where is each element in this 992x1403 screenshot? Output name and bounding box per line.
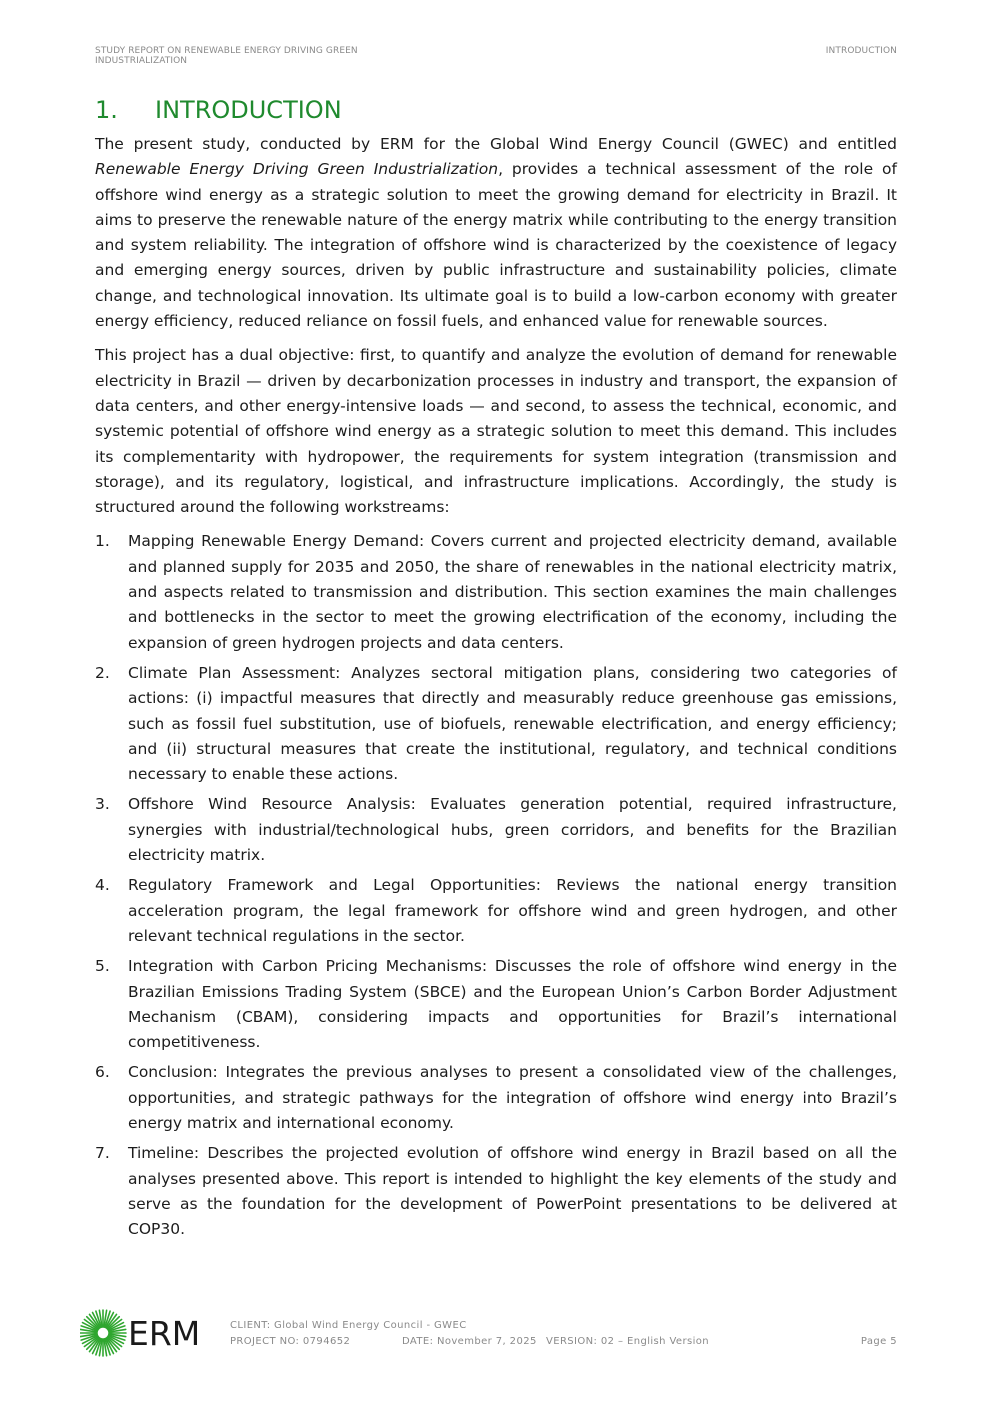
list-text: Regulatory Framework and Legal Opportunities: Reviews the national energy transition acceleration program, the legal framework for offshore wind and green hydrogen, and other relevant technical regulations in the sector. bbox=[128, 876, 897, 945]
workstream-list bbox=[95, 529, 897, 1242]
list-text: Conclusion: Integrates the previous analyses to present a consolidated view of the challenges, opportunities, and strategic pathways for the integration of offshore wind energy into Brazil’s energy matrix and international economy. bbox=[128, 1063, 897, 1132]
list-item bbox=[95, 1060, 897, 1136]
running-header-title: STUDY REPORT ON RENEWABLE ENERGY DRIVING GREEN INDUSTRIALIZATION bbox=[95, 46, 358, 66]
list-item bbox=[95, 529, 897, 655]
footer-client: CLIENT: Global Wind Energy Council - GWEC bbox=[230, 1320, 467, 1331]
list-item bbox=[95, 792, 897, 868]
list-number: 2. bbox=[95, 663, 110, 682]
list-item bbox=[95, 873, 897, 949]
list-text: Timeline: Describes the projected evolution of offshore wind energy in Brazil based on all the analyses presented above. This report is intended to highlight the key elements of the study and serve as the foundation for the development of PowerPoint presentations to be delivered at COP30. bbox=[128, 1144, 897, 1239]
list-number: 3. bbox=[95, 795, 110, 814]
list-text: Climate Plan Assessment: Analyzes sectoral mitigation plans, considering two categories of actions: (i) impactful measures that directly and measurably reduce greenhouse gas emissions, such as fossil fuel substitution, use of biofuels, renewable electrification, and energy efficiency; and (ii) structural measures that create the institutional, regulatory, and technical conditions necessary to enable these actions. bbox=[128, 663, 897, 784]
sunburst-icon bbox=[80, 1310, 126, 1356]
section-number: 1. bbox=[95, 96, 118, 124]
running-header-section: INTRODUCTION bbox=[825, 46, 897, 56]
footer-version: VERSION: 02 – English Version bbox=[546, 1336, 710, 1347]
footer-page-number: Page 5 bbox=[860, 1336, 897, 1347]
intro-paragraph-2: This project has a dual objective: first, to quantify and analyze the evolution of demand for renewable electricity in Brazil — driven by decarbonization processes in industry and transport, the expansion of data centers, and other energy-intensive loads — and second, to assess the technical, economic, and systemic potential of offshore wind energy as a strategic solution to meet this demand. This includes its complementarity with hydropower, the requirements for system integration (transmission and storage), and its regulatory, logistical, and infrastructure implications. Accordingly, the study is structured around the following workstreams: bbox=[95, 346, 897, 517]
list-item bbox=[95, 954, 897, 1055]
list-number: 7. bbox=[95, 1144, 110, 1163]
list-text: Mapping Renewable Energy Demand: Covers current and projected electricity demand, available and planned supply for 2035 and 2050, the share of renewables in the national electricity matrix, and aspects related to transmission and distribution. This section examines the main challenges and bottlenecks in the sector to meet the growing electrification of the economy, including the expansion of green hydrogen projects and data centers. bbox=[128, 532, 897, 652]
study-title-italic: Renewable Energy Driving Green Industrialization bbox=[95, 160, 499, 179]
para1-text-b: , provides a technical assessment of the role of offshore wind energy as a strategic solution to meet the growing demand for electricity in Brazil. It aims to preserve the renewable nature of the energy matrix while contributing to the energy transition and system reliability. The integration of offshore wind is characterized by the coexistence of legacy and emerging energy sources, driven by public infrastructure and sustainability policies, climate change, and technological innovation. Its ultimate goal is to build a low-carbon economy with greater energy efficiency, reduced reliance on fossil fuels, and enhanced value for renewable sources. bbox=[95, 160, 897, 331]
intro-paragraph-1 bbox=[95, 132, 897, 334]
list-text: Integration with Carbon Pricing Mechanisms: Discusses the role of offshore wind energy in the Brazilian Emissions Trading System (SBCE) and the European Union’s Carbon Border Adjustment Mechanism (CBAM), considering impacts and opportunities for Brazil’s international competitiveness. bbox=[128, 957, 897, 1052]
footer-project-number: PROJECT NO: 0794652 bbox=[230, 1336, 351, 1347]
body-content bbox=[95, 132, 897, 1247]
logo-wordmark: ERM bbox=[128, 1314, 201, 1353]
list-text: Offshore Wind Resource Analysis: Evaluates generation potential, required infrastructure, synergies with industrial/technological hubs, green corridors, and benefits for the Brazilian electricity matrix. bbox=[128, 795, 897, 865]
list-item bbox=[95, 661, 897, 787]
section-heading bbox=[95, 95, 342, 125]
list-number: 4. bbox=[95, 876, 110, 895]
list-item bbox=[95, 1141, 897, 1242]
para1-text-a: The present study, conducted by ERM for the Global Wind Energy Council (GWEC) and entitled bbox=[95, 135, 897, 153]
list-number: 5. bbox=[95, 957, 110, 976]
erm-logo bbox=[80, 1308, 205, 1358]
section-title: INTRODUCTION bbox=[155, 96, 342, 124]
list-number: 1. bbox=[95, 532, 110, 551]
list-number: 6. bbox=[95, 1063, 110, 1082]
footer-date: DATE: November 7, 2025 bbox=[402, 1336, 537, 1347]
